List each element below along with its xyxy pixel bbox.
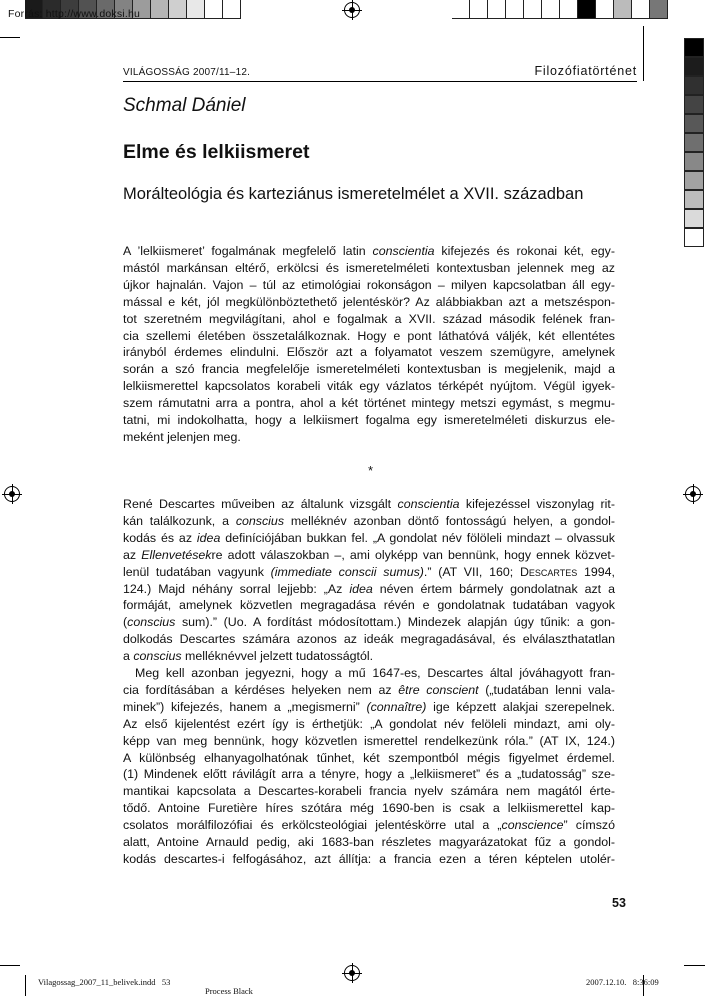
text-line: kodás descartes-i felfogásához, azt állítja: a francia ezen a téren képtelen utolér-: [123, 851, 615, 866]
gray-swatch: [684, 190, 704, 209]
text-line: tot szeretném megvilágítani, ahol e fogalmak a XVII. század második felének fran-: [123, 311, 615, 326]
registration-mark-bottom: [344, 965, 360, 981]
text-line: kodás és az idea definíciójában bukkan fel. „A gondolat név fölöleli mindazt – olvassuk: [123, 530, 615, 545]
gray-swatch: [684, 171, 704, 190]
text-line: minek”) kifejezés, hanem a „megismerni” (connaître) ige képzett alakjai szerepelnek.: [123, 699, 616, 714]
gray-swatch: [684, 209, 704, 228]
gray-swatch: [684, 76, 704, 95]
text-line: tatni, mi indokolhatta, hogy a lelkiismert fogalma egy ismeretelméleti diskurzus ele-: [123, 413, 615, 428]
article-title: Elme és lelkiismeret: [123, 141, 310, 163]
gray-swatch: [684, 38, 704, 57]
text-line: mantikai kapcsolata a Descartes-korabeli francia nyelv számára nem magától érte-: [123, 784, 615, 799]
text-line: során a szó francia megfelelője ismeretelméleti kontextusban is megjelenik, majd a: [123, 362, 615, 377]
text-line: mással e két, jól megkülönböztethető jelentéskör? Az alábbiakban azt a metszéspon-: [123, 294, 615, 309]
text-line: formáját, amelynek közvetlen megragadása révén e gondolatnak tudatában vagyok: [123, 598, 615, 613]
text-line: cia fordításában a kérdéses helyeken nem az être conscient („tudatában lenni vala-: [123, 682, 615, 697]
journal-header: VILÁGOSSÁG 2007/11–12.: [123, 67, 251, 78]
text-line: irányból érdemes elindulni. Először azt a folyamatot veszem szemügyre, amelynek: [123, 345, 615, 360]
footer-color-slug: Process Black: [205, 986, 253, 996]
text-line: tődő. Antoine Furetière híres szótára még 1690-ben is csak a lelkiismerettel kap-: [123, 801, 615, 816]
crop-mark: [684, 965, 705, 966]
gray-swatch: [684, 133, 704, 152]
gray-swatch: [684, 228, 704, 247]
article-subtitle: Morálteológia és karteziánus ismeretelmélet a XVII. században: [123, 185, 584, 203]
gray-swatch: [684, 152, 704, 171]
color-bar-right: [452, 0, 668, 19]
body-paragraph-2: [123, 665, 615, 868]
text-line: dolkodás Descartes számára azonos az ideák megragadásával, és elválaszthatatlan: [123, 632, 615, 647]
text-line: A ’lelkiismeret’ fogalmának megfelelő latin conscientia kifejezés és rokonai két, egy-: [123, 244, 615, 258]
text-line: Meg kell azonban jegyezni, hogy a mű 1647-es, Descartes által jóváhagyott fran-: [135, 666, 615, 680]
crop-mark: [0, 965, 20, 966]
article-author: Schmal Dániel: [123, 95, 246, 116]
text-line: képp van meg bennünk, hogy közvetlen ismerettel rendelkezünk róla.” (AT IX, 124.): [123, 733, 615, 748]
crop-mark: [25, 975, 26, 996]
text-line: Az első kijelentést ezért így is érthetjük: „A gondolat név felöleli mindazt, ami oly-: [123, 716, 615, 731]
source-line: Forrás: http://www.doksi.hu: [8, 8, 141, 20]
text-line: A különbség elhanyagolhatónak tűnhet, két szempontból mégis figyelmet érdemel.: [123, 750, 615, 765]
text-line: (1) Mindenek előtt rávilágít arra a tényre, hogy a „lelkiismeret” és a „tudatosság” sze-: [123, 767, 615, 782]
registration-mark-top: [344, 2, 360, 18]
header-rule: [123, 81, 637, 82]
text-line: alatt, Antoine Arnauld pedig, aki 1683-ban részletes magyarázatokat fűz a gondol-: [123, 835, 615, 850]
text-line: cia szellemi életében összetalálkoznak. Hogy e pont láthatóvá váljék, két ellentétes: [123, 328, 615, 343]
footer-timestamp: 2007.12.10. 8:36:09: [586, 977, 659, 987]
crop-mark: [643, 26, 644, 81]
text-line: lenül tudatában vagyunk (immediate conscii sumus).” (AT VII, 160; Descartes 1994,: [123, 564, 615, 579]
crop-mark: [0, 37, 20, 38]
gray-swatch: [684, 95, 704, 114]
text-line: szem rámutatni arra a pontra, ahol a két történet mintegy metszi egymást, s megmu-: [123, 396, 615, 411]
gray-swatch: [684, 114, 704, 133]
text-line: újkor hajnalán. Vajon – túl az etimológiai rokonságon – milyen kapcsolatban áll egy-: [123, 277, 615, 292]
text-line: csolatos morálfilozófiai és erkölcsteológiai jelentéskörre utal a „conscience” címszó: [123, 818, 615, 833]
text-line: meként jelenjen meg.: [123, 429, 241, 444]
page-number: 53: [612, 896, 626, 910]
text-line: (conscius sum).” (Uo. A fordítást módosítottam.) Mindezek alapján úgy tűnik: a gon-: [123, 615, 615, 630]
text-line: mástól markánsan eltérő, erkölcsi és ismeretelméleti kontextusban jelennek meg az: [123, 260, 615, 275]
gray-swatch: [684, 57, 704, 76]
text-line: René Descartes műveiben az általunk vizsgált conscientia kifejezéssel viszonylag rit-: [123, 497, 615, 511]
section-header: Filozófiatörténet: [534, 64, 637, 78]
text-line: kán találkozunk, a conscius melléknév azonban döntő fontosságú helyen, a gondol-: [123, 513, 615, 528]
intro-paragraph: [123, 243, 615, 446]
text-line: az Ellenvetésekre adott válaszokban –, ami olyképp van bennünk, hogy ennek közvet-: [123, 547, 616, 562]
body-paragraph-1: [123, 496, 615, 665]
text-line: a conscius melléknévvel jelzett tudatosságtól.: [123, 649, 374, 664]
registration-mark-left: [4, 486, 20, 502]
registration-mark-right: [685, 486, 701, 502]
section-separator: *: [368, 463, 374, 478]
footer-file-slug: Vilagossag_2007_11_belivek.indd 53: [38, 977, 171, 987]
text-line: 124.) Majd néhány sorral lejjebb: „Az idea néven értem bármely gondolatnak azt a: [123, 581, 615, 596]
text-line: lelkiismerettel kapcsolatos korabeli viták egy vázlatos térképét nyújtom. Végül igyek-: [123, 379, 615, 394]
